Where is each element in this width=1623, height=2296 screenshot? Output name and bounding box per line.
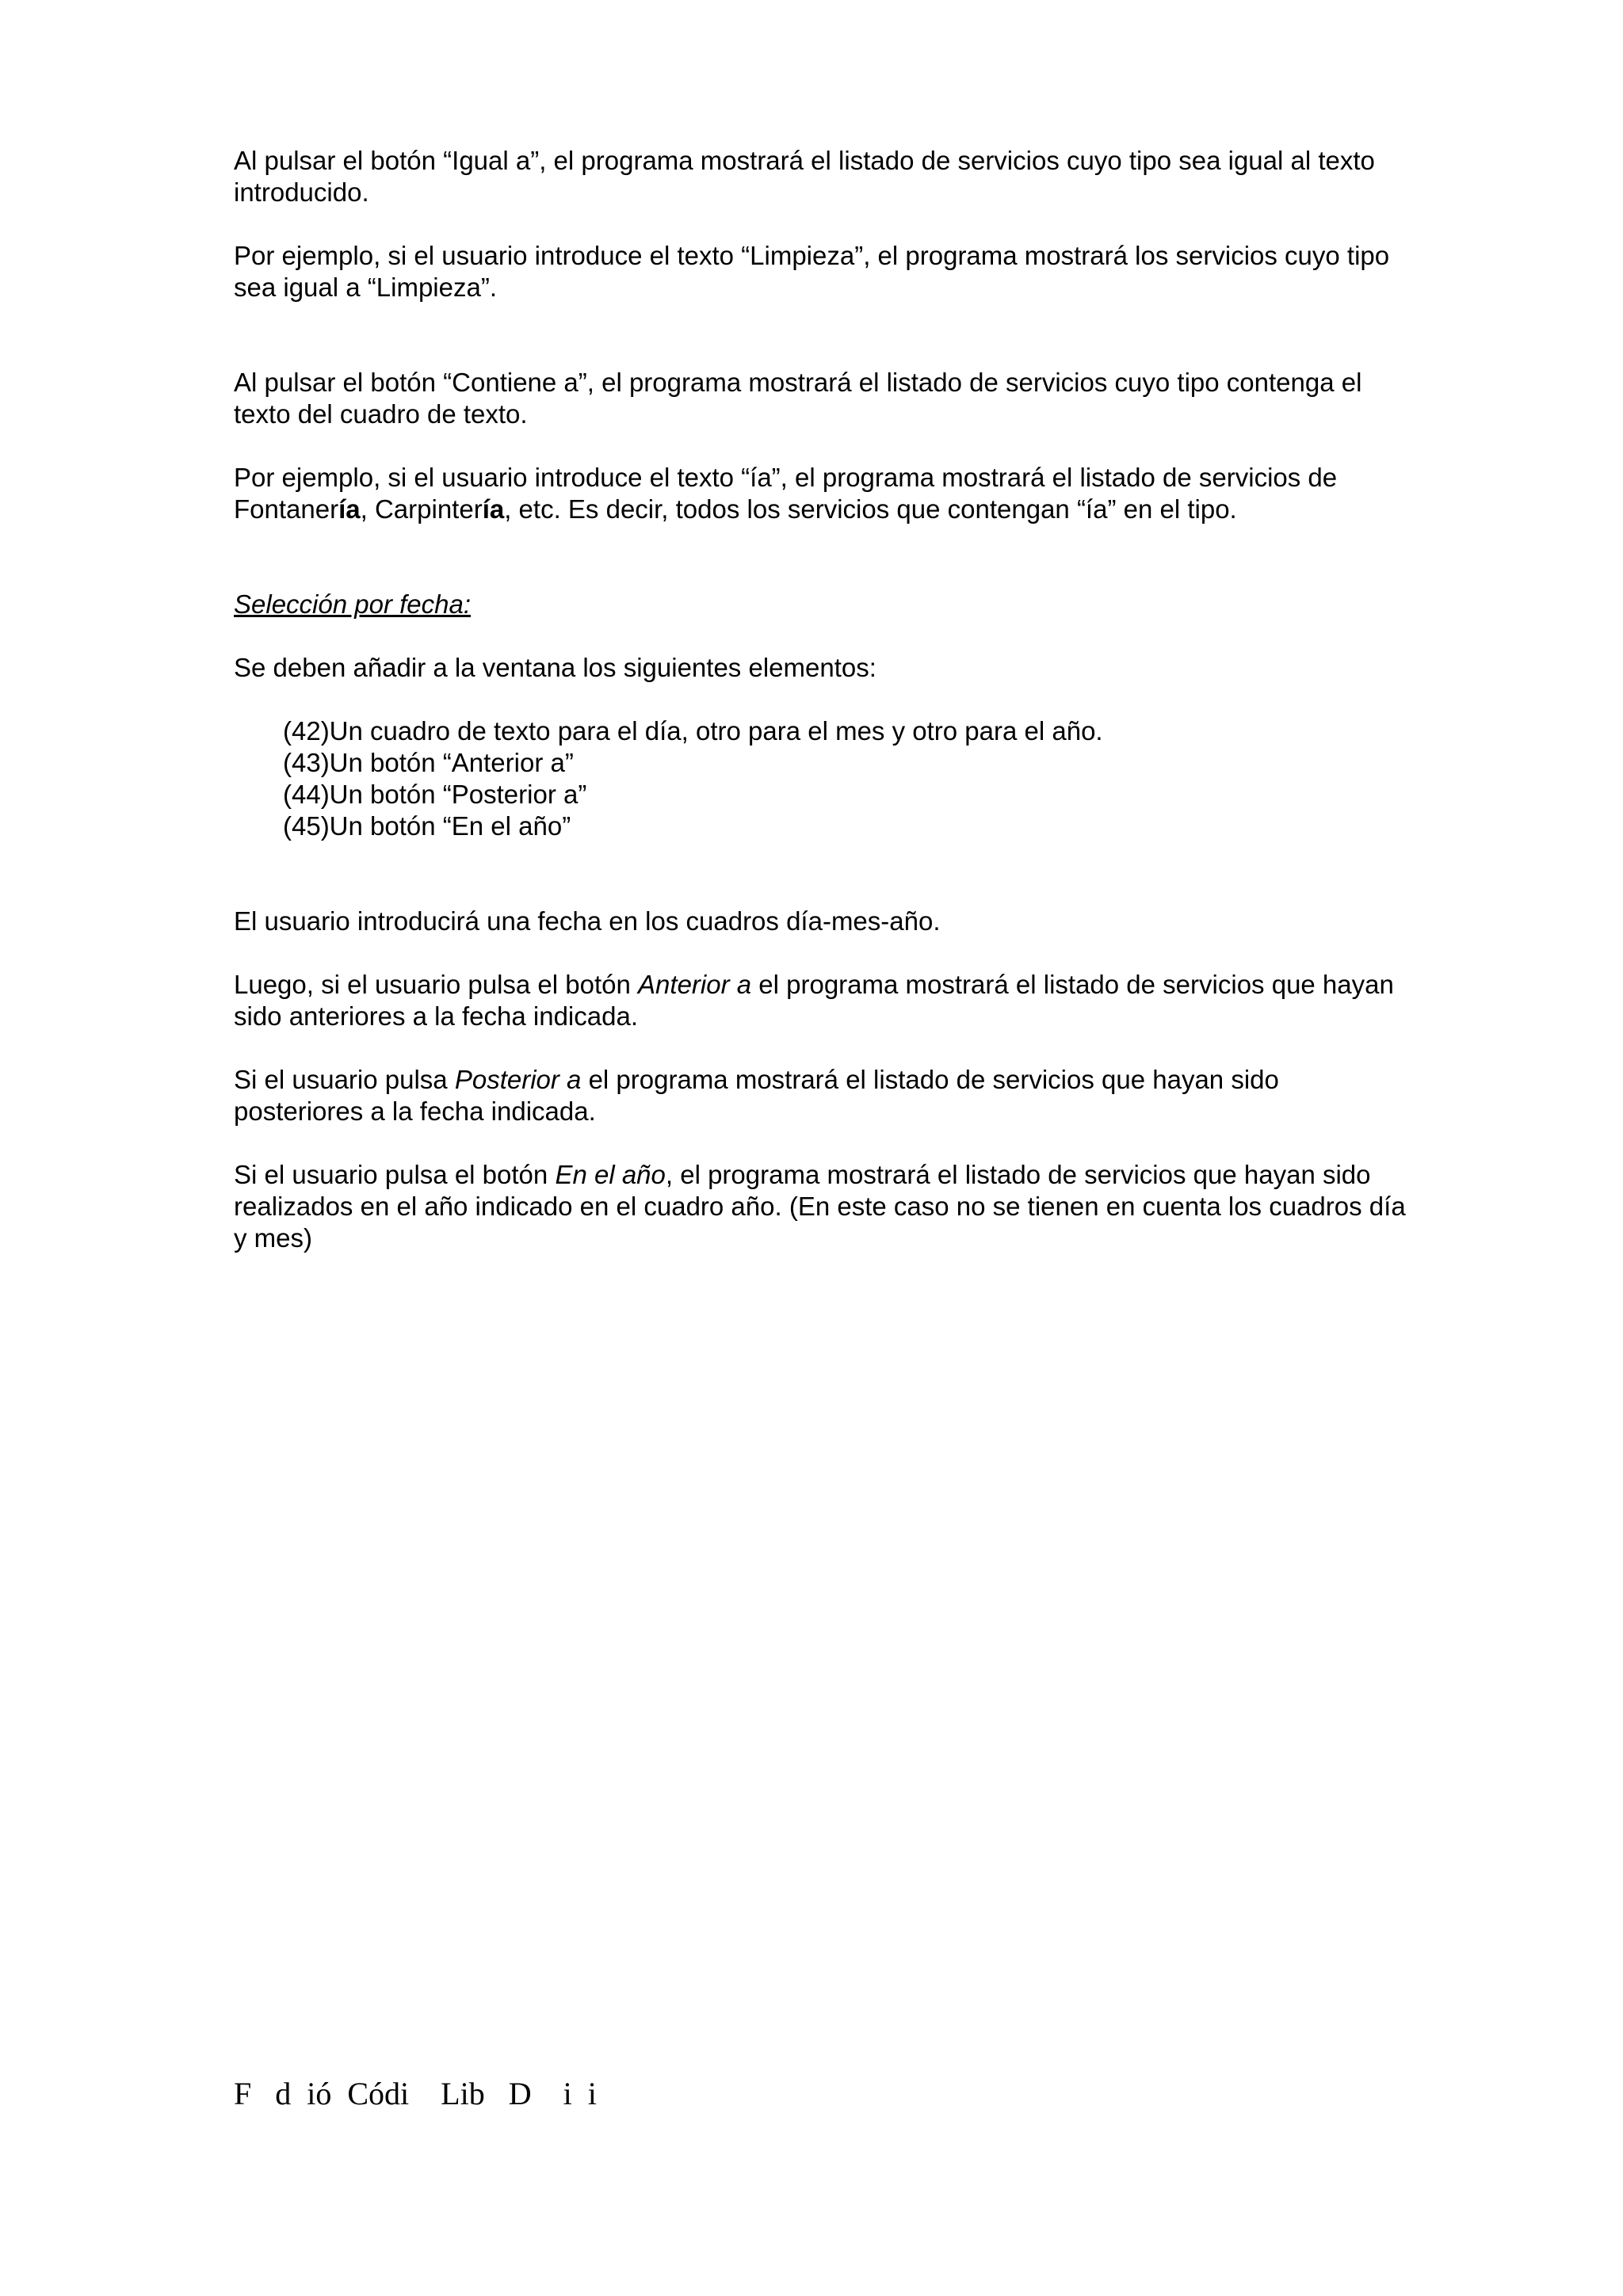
paragraph-contiene-a: Al pulsar el botón “Contiene a”, el programa mostrará el listado de servicios cuyo tipo contenga el texto del cuadro de texto. [234,368,1362,429]
list-item: (44)Un botón “Posterior a” [283,780,587,809]
paragraph-posterior-a [234,1064,1407,1127]
list-item: (45)Un botón “En el año” [283,811,571,841]
paragraph-elementos: Se deben añadir a la ventana los siguientes elementos: [234,653,876,682]
text-run: , etc. Es decir, todos los servicios que contengan “ía” en el tipo. [504,494,1237,524]
text-run: Si el usuario pulsa el botón [234,1160,556,1189]
bold-text: ía [338,494,361,524]
italic-text: Posterior a [454,1065,582,1094]
list-item: (43)Un botón “Anterior a” [283,748,574,777]
page-footer: F d ió Códi Lib D i i [234,2076,597,2111]
paragraph-ejemplo-ia [234,462,1407,525]
text-run: el programa mostrará el listado de servicios que hayan sido anteriores a la fecha indicada. [234,970,1394,1031]
elements-list [234,715,1407,842]
italic-text: Anterior a [638,970,752,999]
italic-text: En el año [555,1160,666,1189]
section-heading: Selección por fecha: [234,589,472,619]
text-run: , el programa mostrará el listado de servicios que hayan sido realizados en el año indicado en el cuadro año. (En este caso no se tienen en cuenta los cuadros día y mes) [234,1160,1406,1253]
list-item: (42)Un cuadro de texto para el día, otro para el mes y otro para el año. [283,716,1103,746]
paragraph-anterior-a [234,969,1407,1032]
text-run: el programa mostrará el listado de servicios que hayan sido posteriores a la fecha indicada. [234,1065,1279,1126]
paragraph-en-el-ano [234,1159,1407,1254]
document-body [234,145,1407,1254]
text-run: Por ejemplo, si el usuario introduce el texto “ía”, el programa mostrará el listado de servicios de Fontaner [234,463,1338,524]
paragraph-igual-a: Al pulsar el botón “Igual a”, el programa mostrará el listado de servicios cuyo tipo sea igual al texto introducido. [234,146,1375,207]
paragraph-introducir-fecha: El usuario introducirá una fecha en los cuadros día-mes-año. [234,906,941,936]
paragraph-ejemplo-limpieza: Por ejemplo, si el usuario introduce el texto “Limpieza”, el programa mostrará los servicios cuyo tipo sea igual a “Limpieza”. [234,241,1390,302]
text-run: Si el usuario pulsa [234,1065,455,1094]
text-run: , Carpinter [360,494,483,524]
bold-text: ía [482,494,505,524]
text-run: Luego, si el usuario pulsa el botón [234,970,639,999]
